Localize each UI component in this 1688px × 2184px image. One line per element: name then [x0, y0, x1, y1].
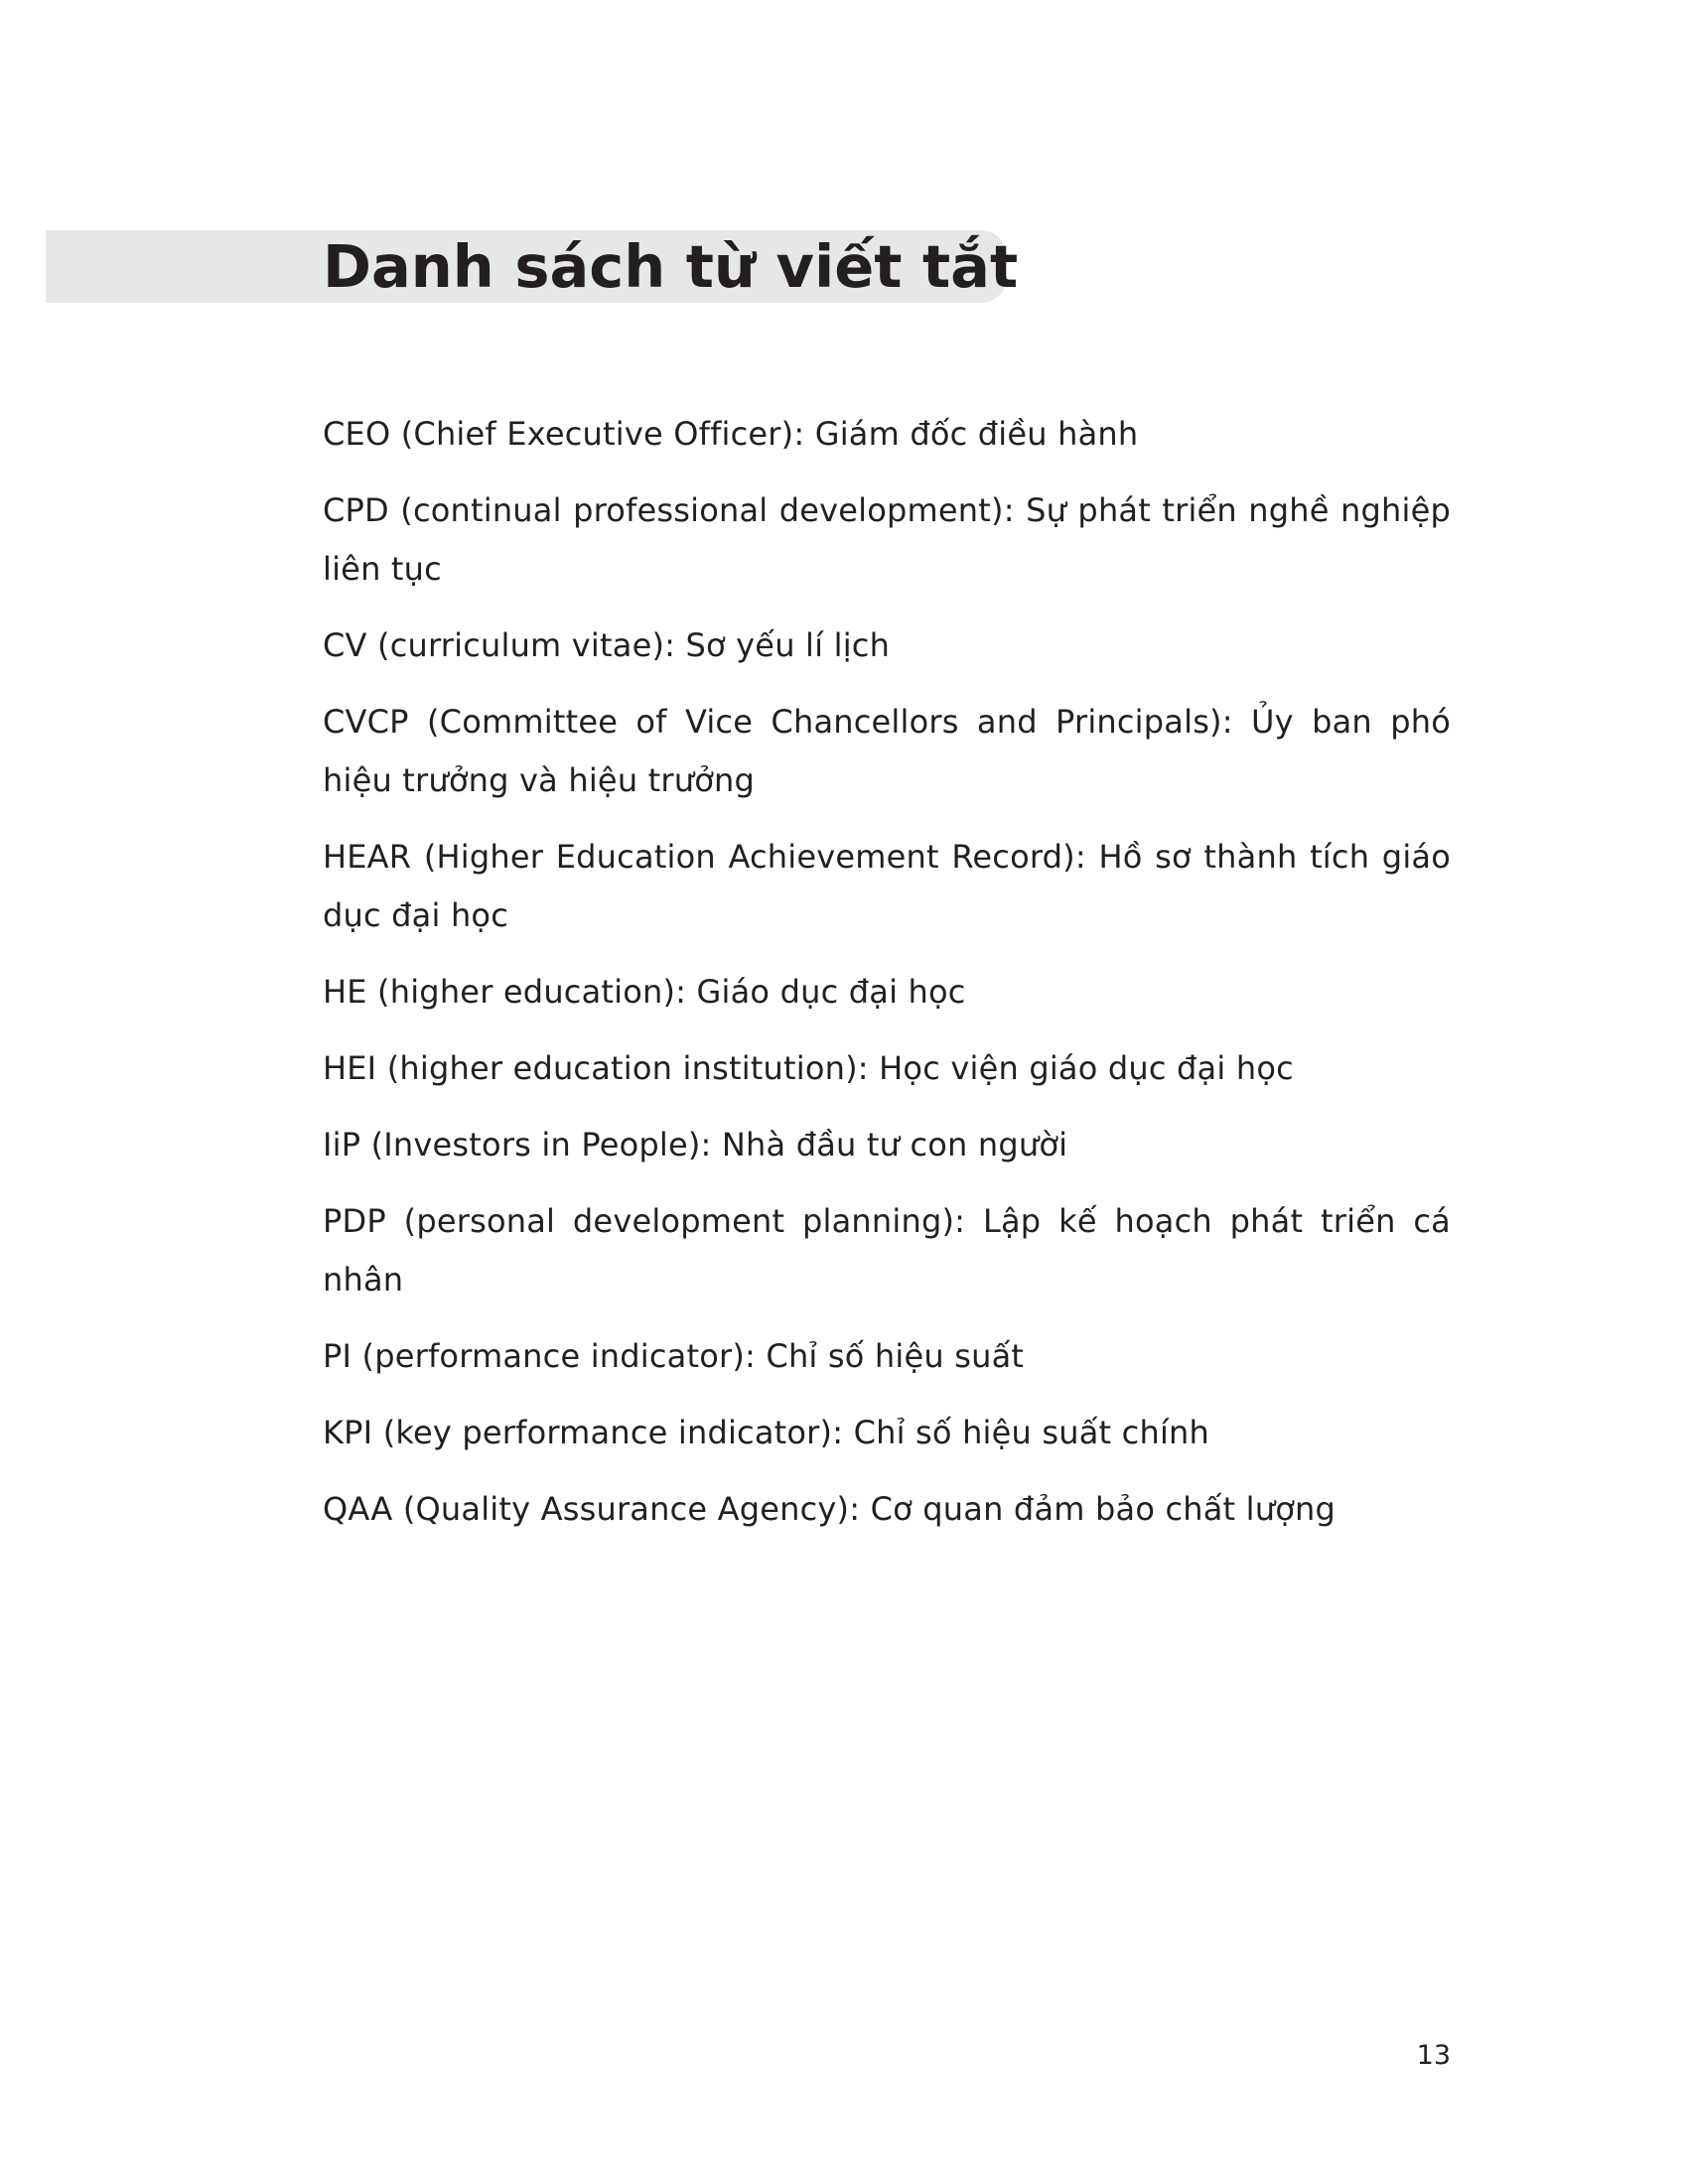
abbreviation-list	[323, 405, 1451, 1557]
abbreviation-item: HEAR (Higher Education Achievement Record): Hồ sơ thành tích giáo dục đại học	[323, 838, 1451, 934]
abbreviation-item: QAA (Quality Assurance Agency): Cơ quan đảm bảo chất lượng	[323, 1490, 1336, 1528]
page-title: Danh sách từ viết tắt	[323, 232, 1019, 301]
abbreviation-item: CPD (continual professional development): Sự phát triển nghề nghiệp liên tục	[323, 491, 1451, 588]
abbreviation-item: PI (performance indicator): Chỉ số hiệu suất	[323, 1337, 1025, 1375]
abbreviation-item: IiP (Investors in People): Nhà đầu tư con người	[323, 1126, 1068, 1163]
abbreviation-item: HE (higher education): Giáo dục đại học	[323, 973, 966, 1011]
abbreviation-item: CVCP (Committee of Vice Chancellors and Principals): Ủy ban phó hiệu trưởng và hiệu trưởng	[323, 703, 1451, 799]
abbreviation-item: HEI (higher education institution): Học viện giáo dục đại học	[323, 1049, 1294, 1087]
abbreviation-item: CEO (Chief Executive Officer): Giám đốc điều hành	[323, 415, 1139, 453]
page-number: 13	[1416, 2040, 1451, 2071]
abbreviation-item: CV (curriculum vitae): Sơ yếu lí lịch	[323, 626, 891, 664]
abbreviation-item: PDP (personal development planning): Lập kế hoạch phát triển cá nhân	[323, 1202, 1451, 1298]
abbreviation-item: KPI (key performance indicator): Chỉ số hiệu suất chính	[323, 1414, 1209, 1451]
